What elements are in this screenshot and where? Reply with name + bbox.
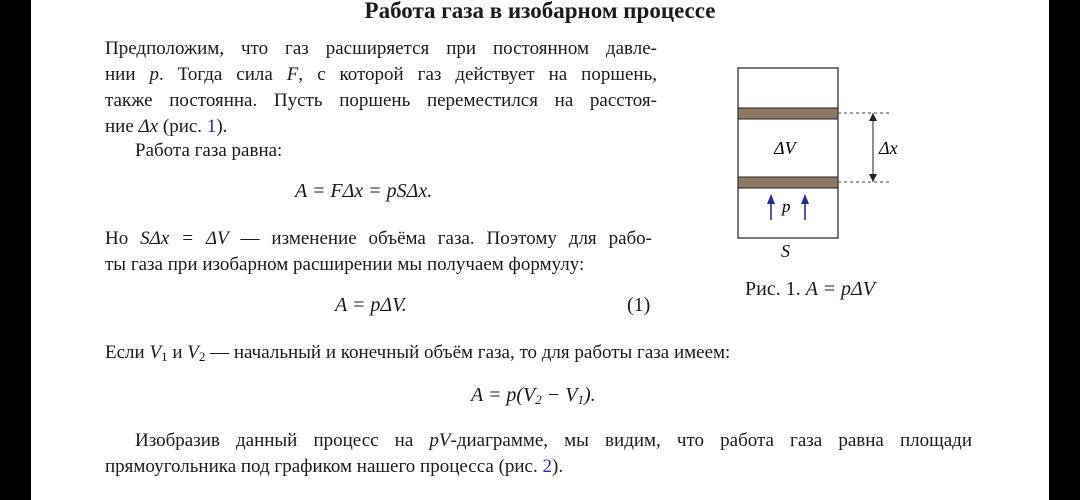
label-dv: ΔV [774,138,796,158]
paragraph-2: Работа газа равна: [135,140,283,161]
paragraph-5 [105,428,972,480]
dx-arrow-bottom-icon [869,174,877,182]
piston-top [738,108,838,119]
var-dx: Δx [138,116,159,137]
pressure-arrow-right-icon [801,194,809,220]
figure-1-caption: Рис. 1. A = pΔV [745,278,876,300]
p3-line-2: ты газа при изобарном расширении мы получаем формулу: [105,254,585,275]
p5-line-1: Изобразив данный процесс на pV-диаграмме, мы видим, что работа газа равна площади [135,430,972,451]
p1-line-1: Предположим, что газ расширяется при постоянном давле- [105,38,657,59]
p1-line-4: ние Δx (рис. 1). [105,116,228,137]
equation-number-1: (1) [627,294,651,316]
expr-pv: pV [429,430,451,451]
equation-work-volumes: $A = p(V_2 - V_1)$. [471,384,596,407]
equation-work-force: A = FΔx = pSΔx. [295,180,433,202]
label-s: S [781,241,790,260]
figure-1-piston-diagram [721,60,941,260]
var-F: F [286,64,299,85]
figure-ref-1[interactable]: 1 [206,116,217,137]
section-title: Работа газа в изобарном процессе [364,0,716,23]
paragraph-4: Если $V_1$ и $V_2$ — начальный и конечный объём газа, то для работы газа имеем: [105,342,731,364]
paragraph-1 [105,36,657,140]
expr-sdx: SΔx = ΔV [140,228,229,249]
figure-ref-2[interactable]: 2 [542,456,552,477]
p1-line-3: также постоянна. Пусть поршень переместился на расстоя- [105,90,657,111]
var-p: p [149,64,159,85]
label-dx: Δx [879,138,898,158]
p5-line-2: прямоугольника под графиком нашего процесса (рис. 2). [105,456,564,477]
label-p: p [782,197,791,216]
p3-line-1: Но SΔx = ΔV — изменение объёма газа. Поэтому для рабо- [105,228,652,249]
p1-line-2: нии p. Тогда сила F, с которой газ действует на поршень, [105,64,657,85]
piston-bottom [738,177,838,188]
document-page [31,0,1049,500]
paragraph-3 [105,226,652,278]
pressure-arrow-left-icon [767,194,775,220]
dx-arrow-top-icon [869,113,877,121]
equation-1: A = pΔV. [335,294,407,316]
